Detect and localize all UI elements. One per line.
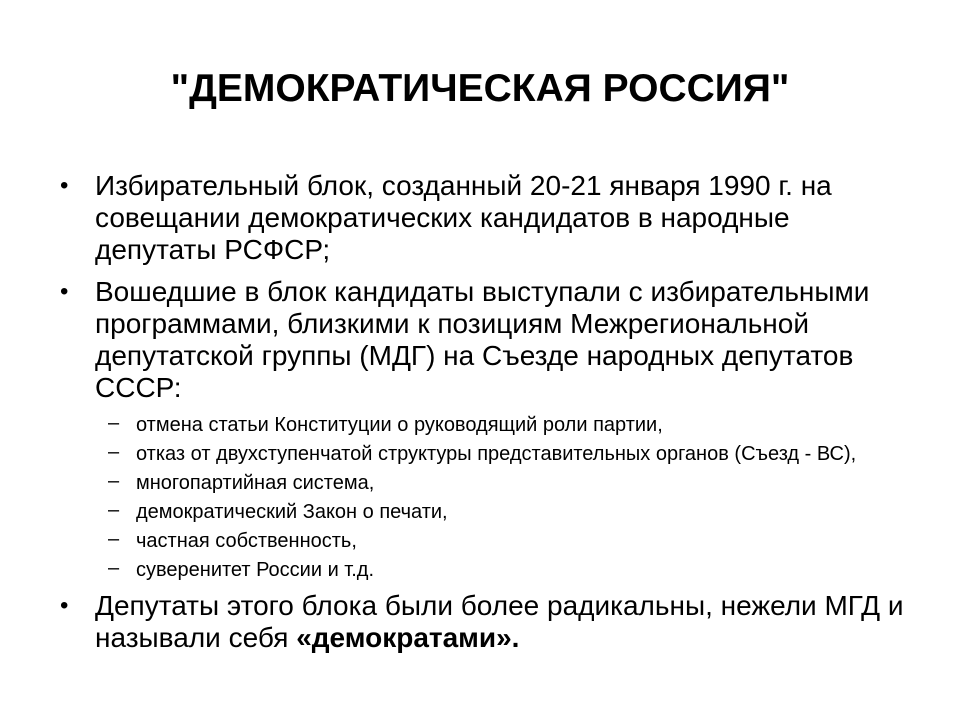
sub-item-text: демократический Закон о печати,	[136, 501, 448, 523]
bullet-marker: •	[60, 592, 69, 619]
dash-marker: –	[108, 528, 120, 550]
dash-marker: –	[108, 557, 120, 579]
bullet-marker: •	[60, 278, 69, 305]
sub-item-5	[58, 530, 918, 553]
sub-item-text: суверенитет России и т.д.	[136, 559, 375, 581]
bullet-item-3	[58, 590, 918, 654]
dash-marker: –	[108, 470, 120, 492]
sub-item-1	[58, 414, 918, 437]
bullet-text-plain: Депутаты этого блока были более радикальны, нежели МГД и называли себя	[95, 590, 904, 653]
slide-content	[58, 170, 918, 664]
sub-item-4	[58, 501, 918, 524]
sub-item-2	[58, 443, 918, 466]
sub-item-text: многопартийная система,	[136, 472, 375, 494]
slide-title: "ДЕМОКРАТИЧЕСКАЯ РОССИЯ"	[170, 67, 790, 110]
dash-marker: –	[108, 412, 120, 434]
bullet-text	[95, 590, 918, 654]
bullet-text: Избирательный блок, созданный 20-21 января 1990 г. на совещании демократических кандидатов в народные депутаты РСФСР;	[95, 170, 832, 265]
bullet-text: Вошедшие в блок кандидаты выступали с избирательными программами, близкими к позициям Межрегиональной депутатской группы (МДГ) на Съезде народных депутатов СССР:	[95, 276, 870, 403]
bullet-item-1	[58, 170, 918, 266]
sub-list	[58, 414, 918, 582]
sub-item-text: отказ от двухступенчатой структуры представительных органов (Съезд - ВС),	[136, 443, 857, 465]
sub-item-text: частная собственность,	[136, 530, 357, 552]
sub-item-text: отмена статьи Конституции о руководящий роли партии,	[136, 414, 663, 436]
sub-item-3	[58, 472, 918, 495]
dash-marker: –	[108, 499, 120, 521]
bullet-item-2	[58, 276, 918, 404]
bullet-text-emphasis: «демократами».	[296, 622, 520, 653]
bullet-marker: •	[60, 172, 69, 199]
dash-marker: –	[108, 441, 120, 463]
sub-item-6	[58, 559, 918, 582]
